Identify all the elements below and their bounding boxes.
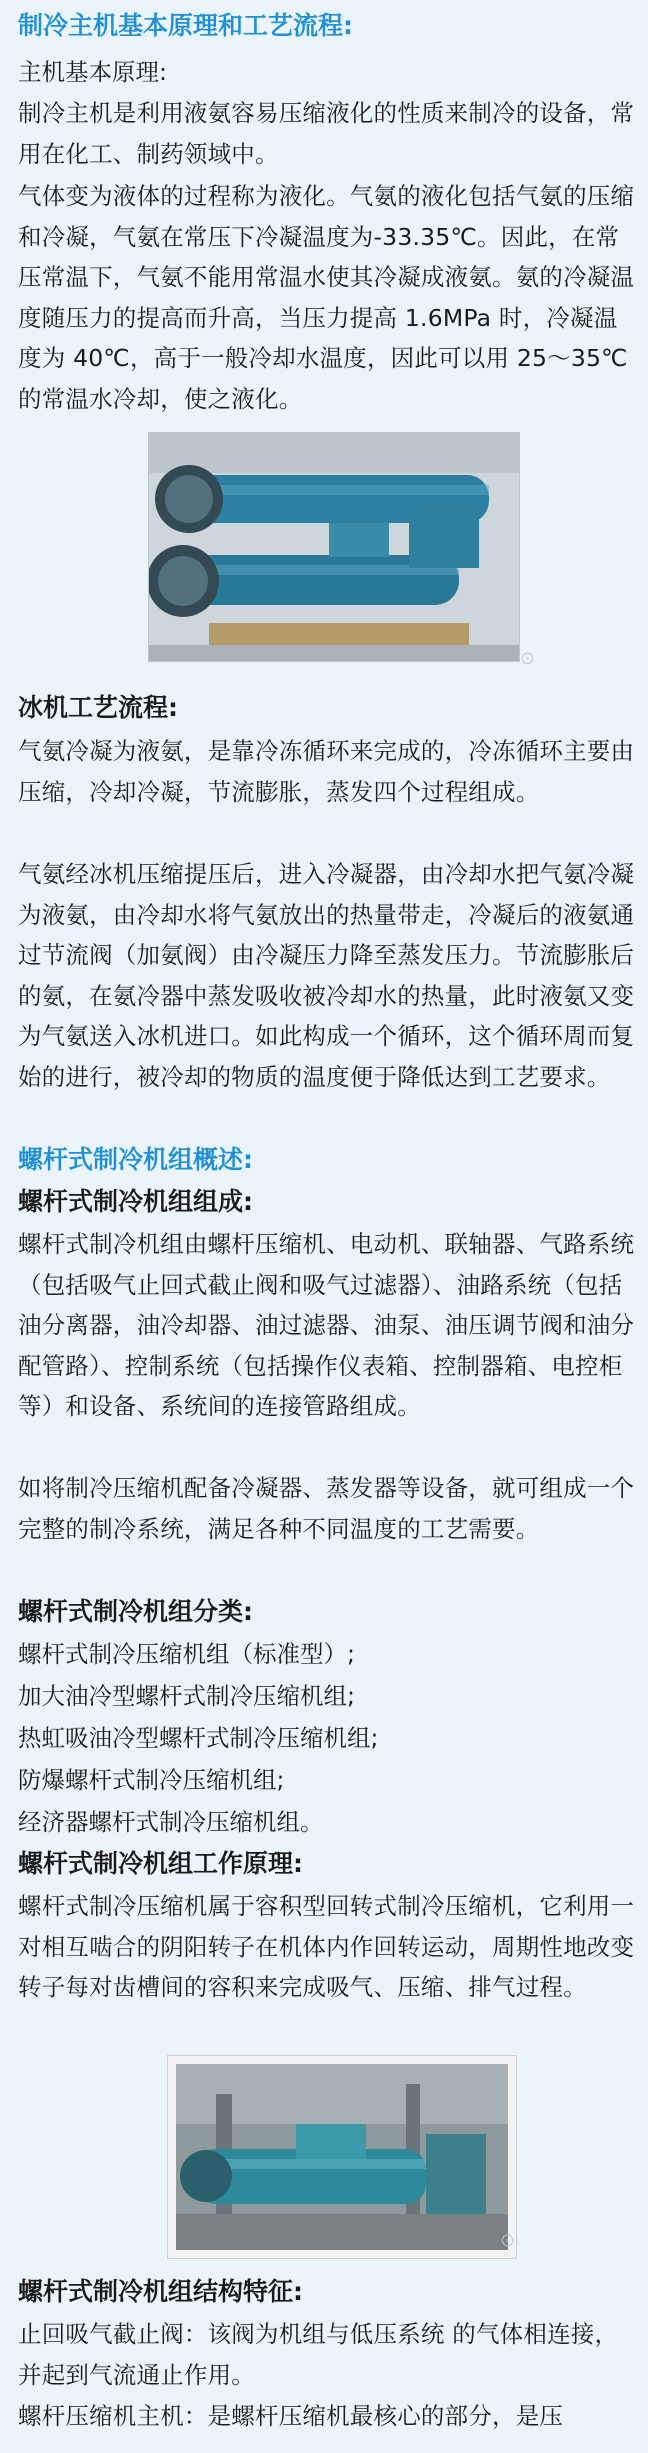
section-title-screw-overview: 螺杆式制冷机组概述:	[18, 1145, 253, 1174]
paragraph-working-principle: 螺杆式制冷压缩机属于容积型回转式制冷压缩机，它利用一对相互啮合的阴阳转子在机体内作回转运动，周期性地改变转子每对齿槽间的容积来完成吸气、压缩、排气过程。	[18, 1892, 635, 2002]
watermark-2: ⊙	[500, 2230, 516, 2251]
paragraph-cycle: 气氨冷凝为液氨，是靠冷冻循环来完成的，冷冻循环主要由压缩，冷却冷凝，节流膨胀，蒸发四个过程组成。	[18, 737, 635, 806]
list-item: 加大油冷型螺杆式制冷压缩机组;	[18, 1682, 355, 1710]
paragraph-composition: 螺杆式制冷机组由螺杆压缩机、电动机、联轴器、气路系统（包括吸气止回式截止阀和吸气过滤器）、油路系统（包括油分离器，油冷却器、油过滤器、油泵、油压调节阀和油分配管路）、控制系统（包括操作仪表箱、控制器箱、电控柜等）和设备、系统间的连接管路组成。	[18, 1230, 635, 1421]
section-title-principle: 制冷主机基本原理和工艺流程:	[18, 11, 353, 40]
list-item: 防爆螺杆式制冷压缩机组;	[18, 1766, 285, 1794]
subtitle-working-principle: 螺杆式制冷机组工作原理:	[18, 1849, 303, 1878]
screw-chiller-image	[176, 2064, 508, 2250]
list-item: 经济器螺杆式制冷压缩机组。	[18, 1808, 324, 1836]
paragraph-intro: 制冷主机是利用液氨容易压缩液化的性质来制冷的设备，常用在化工、制药领域中。	[18, 99, 635, 168]
list-item: 热虹吸油冷型螺杆式制冷压缩机组;	[18, 1724, 379, 1752]
paragraph-process-detail: 气氨经冰机压缩提压后，进入冷凝器，由冷却水把气氨冷凝为液氨，由冷却水将气氨放出的热量带走，冷凝后的液氨通过节流阀（加氨阀）由冷凝压力降至蒸发压力。节流膨胀后的氨，在氨冷器中蒸发吸收被冷却水的热量，此时液氨又变为气氨送入冰机进口。如此构成一个循环，这个循环周而复始的进行，被冷却的物质的温度便于降低达到工艺要求。	[18, 860, 635, 1091]
paragraph-liquefaction: 气体变为液体的过程称为液化。气氨的液化包括气氨的压缩和冷凝，气氨在常压下冷凝温度为-33.35℃。因此，在常压常温下，气氨不能用常温水使其冷凝成液氨。氨的冷凝温度随压力的提高而升高，当压力提高 1.6MPa 时，冷凝温度为 40℃，高于一般冷却水温度，因此可以用 25～35℃的常温水冷却，使之液化。	[18, 182, 635, 413]
paragraph-check-valve: 止回吸气截止阀：该阀为机组与低压系统 的气体相连接，并起到气流通止作用。	[18, 2320, 619, 2389]
subtitle-classification: 螺杆式制冷机组分类:	[18, 1597, 253, 1626]
section-title-process: 冰机工艺流程:	[18, 693, 178, 722]
subtitle-basic-principle: 主机基本原理:	[18, 58, 167, 86]
watermark-1: ⊙	[520, 648, 536, 669]
paragraph-system: 如将制冷压缩机配备冷凝器、蒸发器等设备，就可组成一个完整的制冷系统，满足各种不同温度的工艺需要。	[18, 1474, 635, 1543]
subtitle-structure: 螺杆式制冷机组结构特征:	[18, 2277, 303, 2306]
subtitle-composition: 螺杆式制冷机组组成:	[18, 1187, 253, 1216]
chiller-image	[149, 433, 519, 661]
paragraph-main-compressor: 螺杆压缩机主机：是螺杆压缩机最核心的部分，是压	[18, 2402, 564, 2430]
screw-chiller-photo	[168, 2056, 516, 2258]
list-item: 螺杆式制冷压缩机组（标准型）;	[18, 1640, 355, 1668]
chiller-photo	[148, 432, 520, 662]
